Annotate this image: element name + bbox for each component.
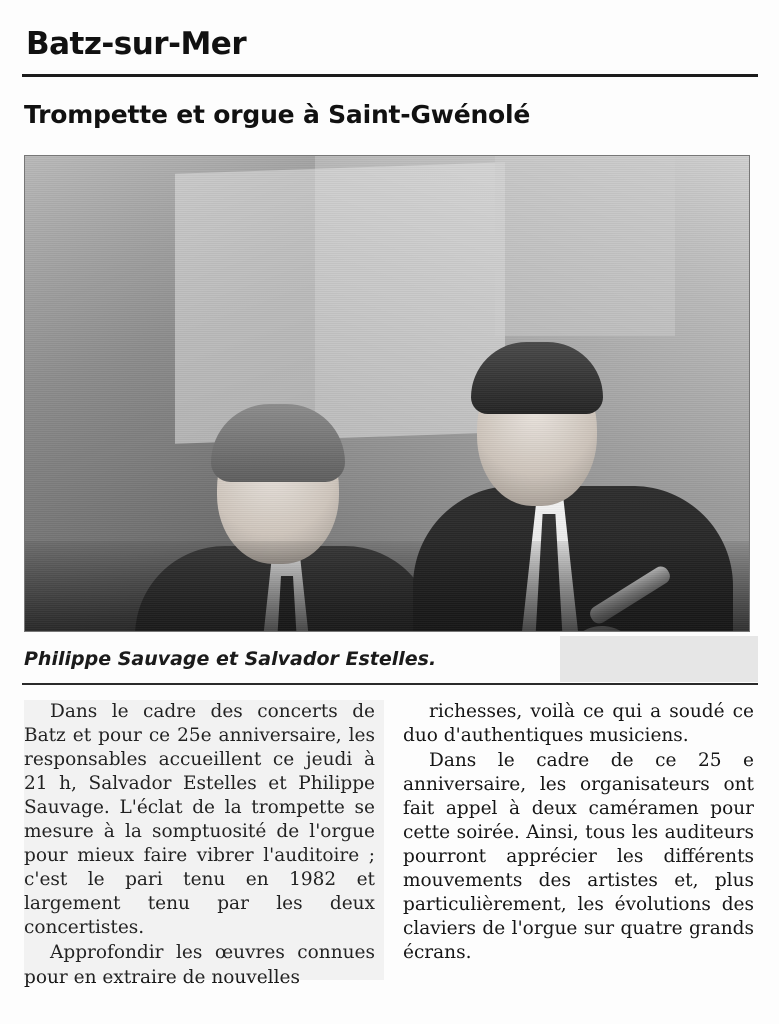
photo-shadow [25,541,749,631]
section-title: Batz-sur-Mer [26,26,247,62]
article-headline: Trompette et orgue à Saint-Gwénolé [24,100,531,129]
article-column-right [403,700,754,990]
article-column-left [24,700,375,990]
caption-divider [22,683,758,685]
paragraph: Approfondir les œuvres connues pour en extraire de nouvelles [24,942,375,988]
scan-artifact [560,636,758,682]
article-body [24,700,754,990]
paragraph: richesses, voilà ce qui a soudé ce duo d'authentiques musiciens. [403,701,754,747]
photo-poster-backdrop-secondary [495,156,675,336]
header-divider [22,74,758,77]
article-photo [24,155,750,632]
paragraph: Dans le cadre des concerts de Batz et pour ce 25e anniversaire, les responsables accueillent ce jeudi à 21 h, Salvador Estelles et Philippe Sauvage. L'éclat de la trompette se mesure à la somptuosité de l'orgue pour mieux faire vibrer l'auditoire ; c'est le pari tenu en 1982 et largement tenu par les deux concertistes. [24,701,375,939]
photo-caption: Philippe Sauvage et Salvador Estelles. [24,648,437,670]
photo-poster-backdrop [175,162,505,444]
paragraph: Dans le cadre de ce 25 e anniversaire, les organisateurs ont fait appel à deux caméramen pour cette soirée. Ainsi, tous les auditeurs pourront apprécier les différents mouvements des artistes et, plus particulièrement, les évolutions des claviers de l'orgue sur quatre grands écrans. [403,750,754,964]
